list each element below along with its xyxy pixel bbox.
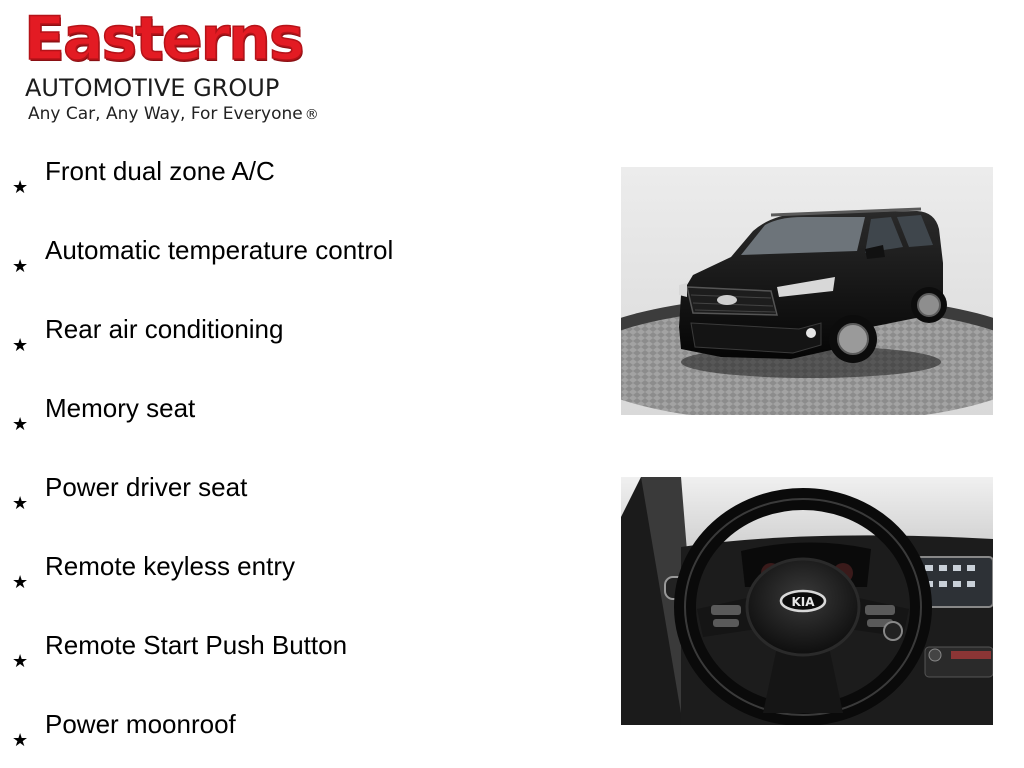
kia-badge: KIA (791, 595, 815, 609)
logo-tagline-text: Any Car, Any Way, For Everyone (28, 104, 303, 124)
feature-item (12, 467, 393, 546)
vehicle-interior-photo (621, 477, 993, 725)
star-icon: ★ (12, 413, 29, 434)
registered-mark: ® (304, 107, 319, 123)
star-icon: ★ (12, 650, 29, 671)
feature-item (12, 546, 393, 625)
star-icon: ★ (12, 729, 29, 750)
star-icon: ★ (12, 176, 29, 197)
feature-item (12, 625, 393, 704)
vehicle-exterior-photo (621, 167, 993, 415)
feature-label: Remote keyless entry (45, 551, 295, 581)
feature-label: Power moonroof (45, 709, 236, 739)
star-icon: ★ (12, 492, 29, 513)
logo-tagline (28, 104, 319, 125)
star-icon: ★ (12, 334, 29, 355)
feature-item (12, 309, 393, 388)
feature-label: Front dual zone A/C (45, 156, 275, 186)
star-icon: ★ (12, 571, 29, 592)
star-icon: ★ (12, 255, 29, 276)
company-logo (24, 6, 354, 126)
feature-label: Remote Start Push Button (45, 630, 348, 660)
logo-brand-name: Easterns (24, 4, 303, 74)
feature-label: Automatic temperature control (45, 235, 394, 265)
feature-list (12, 151, 393, 768)
feature-label: Memory seat (45, 393, 196, 423)
feature-item (12, 388, 393, 467)
feature-label: Power driver seat (45, 472, 248, 502)
feature-label: Rear air conditioning (45, 314, 284, 344)
feature-item (12, 704, 393, 768)
feature-item (12, 151, 393, 230)
feature-item (12, 230, 393, 309)
logo-subtitle: AUTOMOTIVE GROUP (25, 74, 280, 102)
